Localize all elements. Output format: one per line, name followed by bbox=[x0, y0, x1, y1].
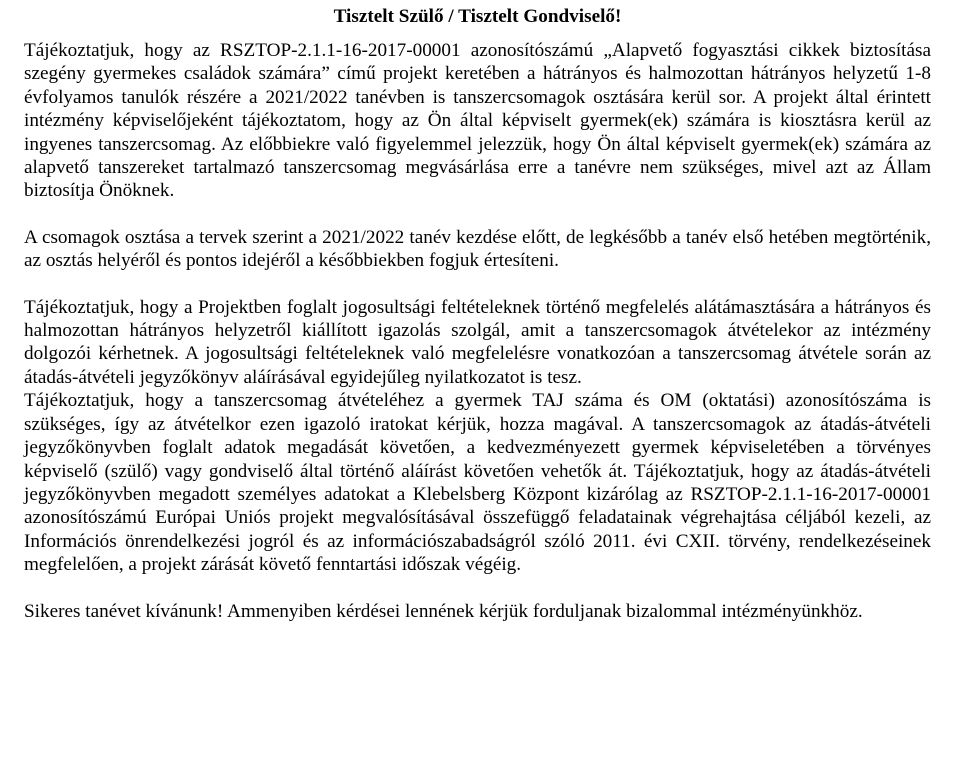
paragraph-closing: Sikeres tanévet kívánunk! Ammenyiben kérdései lennének kérjük forduljanak bizalommal intézményünkhöz. bbox=[24, 600, 863, 622]
paragraph-project-info: Tájékoztatjuk, hogy az RSZTOP-2.1.1-16-2017-00001 azonosítószámú „Alapvető fogyasztási cikkek biztosítása szegény gyermekes családok számára” című projekt keretében a hátrányos és halmozottan hátrányos helyzetű 1-8 évfolyamos tanulók részére a 2021/2022 tanévben is tanszercsomagok osztására kerül sor. A projekt által érintett intézmény képviselőjeként tájékoztatom, hogy az Ön által képviselt gyermek(ek) számára is kiosztásra kerül az ingyenes tanszercsomag. Az előbbiekre való figyelemmel jelezzük, hogy Ön által képviselt gyermek(ek) számára az alapvető tanszereket tartalmazó tanszercsomag megvásárlása erre a tanévre nem szükséges, mivel azt az Állam biztosítja Önöknek. bbox=[24, 40, 931, 202]
letter-page bbox=[24, 5, 931, 623]
letter-title: Tisztelt Szülő / Tisztelt Gondviselő! bbox=[333, 6, 622, 27]
paragraph-spacer bbox=[24, 203, 931, 226]
paragraph-distribution-timing: A csomagok osztása a tervek szerint a 2021/2022 tanév kezdése előtt, de legkésőbb a tanév első hetében megtörténik, az osztás helyéről és pontos idejéről a későbbiekben fogjuk értesíteni. bbox=[24, 226, 931, 272]
paragraph-eligibility: Tájékoztatjuk, hogy a Projektben foglalt jogosultsági feltételeknek történő megfelelés alátámasztására a hátrányos és halmozottan hátrányos helyzetről kiállított igazolás szolgál, amit a tanszercsomagok átvételekor az intézmény dolgozói kérhetnek. A jogosultsági feltételeknek való megfelelésre vonatkozóan a tanszercsomag átvétele során az átadás-átvételi jegyzőkönyv aláírásával egyidejűleg nyilatkozatot is tesz. bbox=[24, 296, 931, 388]
paragraph-required-documents: Tájékoztatjuk, hogy a tanszercsomag átvételéhez a gyermek TAJ száma és OM (oktatási) azonosítószáma is szükséges, így az átvételkor ezen igazoló iratokat kérjük, hozza magával. A tanszercsomagok az átadás-átvételi jegyzőkönyvben foglalt adatok megadását követően, a kedvezményezett gyermek képviseletében a törvényes képviselő (szülő) vagy gondviselő által történő aláírást követően vehetők át. Tájékoztatjuk, hogy az átadás-átvételi jegyzőkönyvben megadott személyes adatokat a Klebelsberg Központ kizárólag az RSZTOP-2.1.1-16-2017-00001 azonosítószámú Európai Uniós projekt megvalósításával összefüggő feladatainak végrehajtása céljából kezeli, az Információs önrendelkezési jogról és az információszabadságról szóló 2011. évi CXII. törvény, rendelkezéseinek megfelelően, a projekt zárását követő fenntartási időszak végéig. bbox=[24, 390, 931, 576]
paragraph-spacer bbox=[24, 577, 931, 600]
paragraph-spacer bbox=[24, 273, 931, 296]
